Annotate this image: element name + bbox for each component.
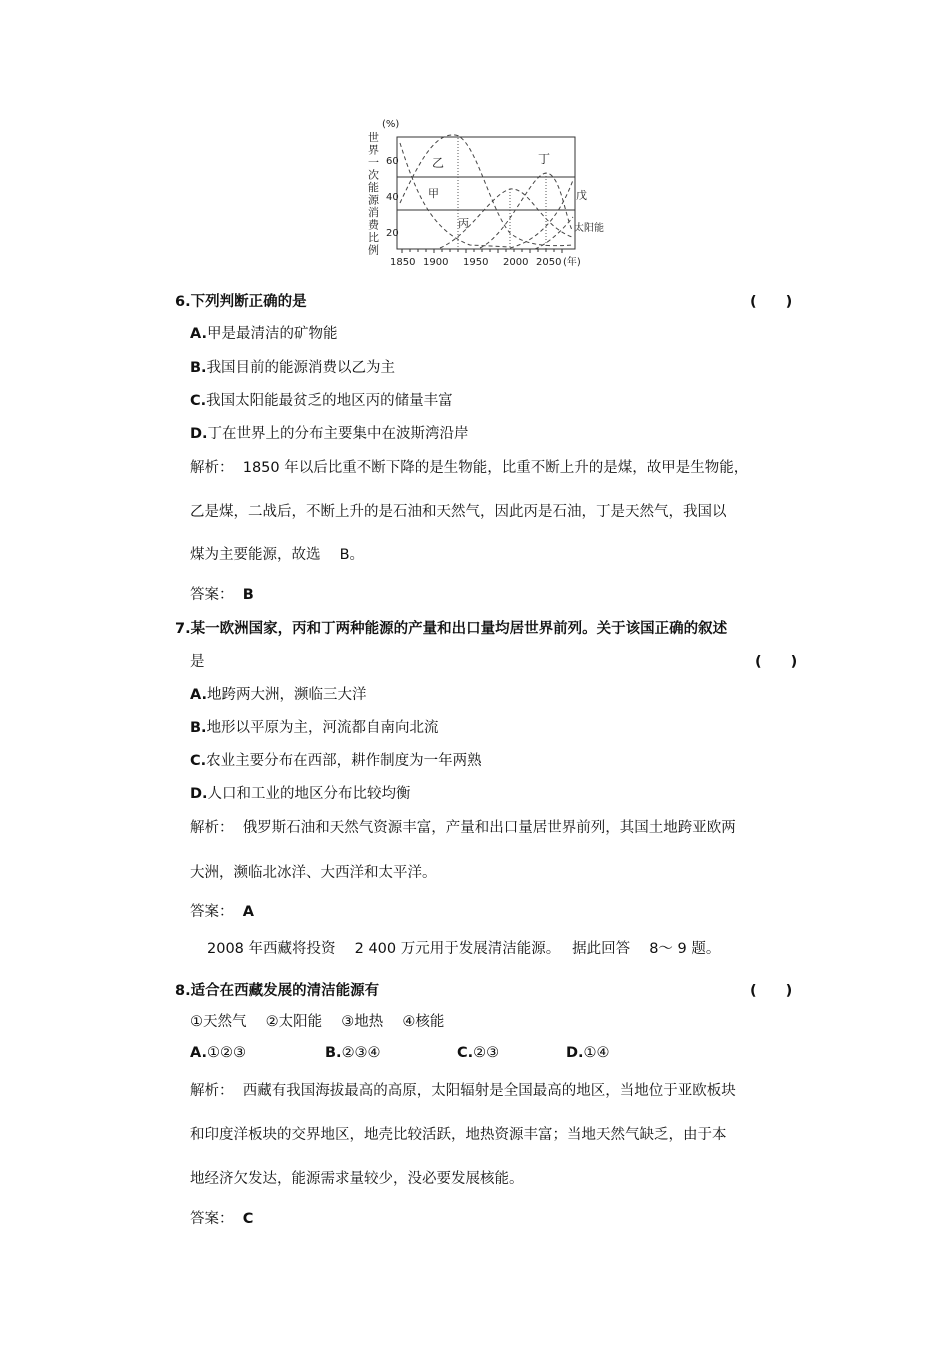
q6-answer: 答案： B <box>190 587 254 603</box>
q8-items: ①天然气 ②太阳能 ③地热 ④核能 <box>190 1014 445 1030</box>
q7-option-a: A.地跨两大洲，濒临三大洋 <box>190 687 367 703</box>
q6-analysis-line-1: 解析： 1850 年以后比重不断下降的是生物能，比重不断上升的是煤，故甲是生物能， <box>190 460 749 476</box>
q7-stem-line-2: 是 <box>190 654 205 670</box>
y-axis-label-char: 界 <box>368 143 379 157</box>
q8-answer: 答案： C <box>190 1211 254 1227</box>
intro-8-9: 2008 年西藏将投资 2 400 万元用于发展清洁能源。 据此回答 8～ 9 题。 <box>207 941 721 957</box>
q8-option-a: A.①②③ <box>190 1045 246 1061</box>
y-tick-60: 60 <box>386 156 399 167</box>
x-tick-1950: 1950 <box>463 257 489 268</box>
y-axis-label-char: 源 <box>368 193 379 207</box>
q6-analysis-line-2: 乙是煤，二战后，不断上升的是石油和天然气，因此丙是石油，丁是天然气，我国以 <box>190 504 727 520</box>
curve-jia <box>400 143 510 247</box>
q8-analysis-line-1: 解析： 西藏有我国海拔最高的高原，太阳辐射是全国最高的地区，当地位于亚欧板块 <box>190 1083 736 1099</box>
q7-answer-paren: ( ) <box>755 654 798 670</box>
energy-consumption-chart <box>360 115 620 280</box>
y-axis-label-char: 消 <box>368 206 379 219</box>
y-axis-label <box>368 130 380 257</box>
y-unit-label: (%) <box>382 119 400 130</box>
q7-analysis-line-1: 解析： 俄罗斯石油和天然气资源丰富，产量和出口量居世界前列，其国土地跨亚欧两 <box>190 820 736 836</box>
q7-stem-line-1: 7.某一欧洲国家，丙和丁两种能源的产量和出口量均居世界前列。关于该国正确的叙述 <box>175 621 728 637</box>
label-yi: 乙 <box>432 156 445 170</box>
y-axis-label-char: 例 <box>368 243 379 257</box>
x-tick-1850: 1850 <box>390 257 416 268</box>
y-axis-label-char: 一 <box>368 156 379 169</box>
q8-answer-paren: ( ) <box>750 983 793 999</box>
x-unit-label: (年) <box>563 257 581 268</box>
y-axis-label-char: 比 <box>368 231 379 244</box>
q8-analysis-line-2: 和印度洋板块的交界地区，地壳比较活跃，地热资源丰富；当地天然气缺乏，由于本 <box>190 1127 727 1143</box>
q8-option-c: C.②③ <box>457 1045 500 1061</box>
q7-option-d: D.人口和工业的地区分布比较均衡 <box>190 786 411 802</box>
y-axis-label-char: 费 <box>368 218 379 232</box>
q6-option-a: A.甲是最清洁的矿物能 <box>190 326 338 342</box>
q8-option-b: B.②③④ <box>325 1045 381 1061</box>
q6-option-b: B.我国目前的能源消费以乙为主 <box>190 360 396 376</box>
label-wu: 戊 <box>576 189 587 202</box>
y-axis-label-char: 世 <box>368 131 379 144</box>
q7-analysis-line-2: 大洲，濒临北冰洋、大西洋和太平洋。 <box>190 865 437 881</box>
x-axis-ticks <box>402 249 562 253</box>
label-ding: 丁 <box>538 152 551 166</box>
q6-stem: 6.下列判断正确的是 <box>175 294 307 310</box>
q6-option-c: C.我国太阳能最贫乏的地区丙的储量丰富 <box>190 393 453 409</box>
y-axis-label-char: 能 <box>368 181 379 194</box>
label-jia: 甲 <box>428 187 439 200</box>
q6-analysis-line-3: 煤为主要能源，故选 B。 <box>190 547 365 563</box>
y-tick-40: 40 <box>386 192 399 203</box>
y-axis-label-char: 次 <box>368 168 379 182</box>
x-tick-2000: 2000 <box>503 257 529 268</box>
x-tick-2050: 2050 <box>536 257 562 268</box>
q7-option-c: C.农业主要分布在西部，耕作制度为一年两熟 <box>190 753 482 769</box>
curve-solar <box>535 217 573 249</box>
q8-stem: 8.适合在西藏发展的清洁能源有 <box>175 983 380 999</box>
y-tick-20: 20 <box>386 228 399 239</box>
label-solar: 太阳能 <box>574 223 604 234</box>
x-tick-1900: 1900 <box>423 257 449 268</box>
q7-answer: 答案： A <box>190 904 254 920</box>
label-bing: 丙 <box>458 217 469 230</box>
q6-answer-paren: ( ) <box>750 294 793 310</box>
q8-analysis-line-3: 地经济欠发达，能源需求量较少，没必要发展核能。 <box>190 1171 524 1187</box>
q7-option-b: B.地形以平原为主，河流都自南向北流 <box>190 720 439 736</box>
q6-option-d: D.丁在世界上的分布主要集中在波斯湾沿岸 <box>190 426 469 442</box>
q8-option-d: D.①④ <box>566 1045 610 1061</box>
